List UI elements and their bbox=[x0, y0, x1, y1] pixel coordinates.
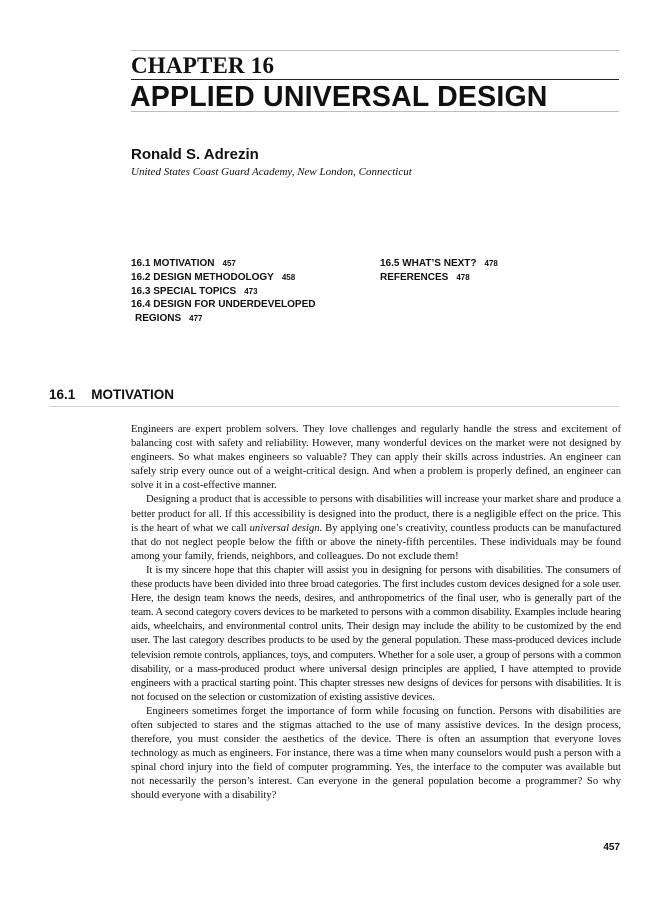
toc-item-title-continued: REGIONS bbox=[135, 313, 182, 325]
title-rule bbox=[131, 111, 619, 112]
author-affiliation: United States Coast Guard Academy, New London, Connecticut bbox=[131, 166, 412, 178]
toc-item[interactable] bbox=[131, 257, 315, 271]
toc-item[interactable] bbox=[380, 271, 498, 285]
toc-right-column bbox=[380, 257, 498, 285]
toc-item[interactable] bbox=[131, 298, 315, 326]
emphasis-term: universal design. bbox=[249, 522, 323, 534]
chapter-title: APPLIED UNIVERSAL DESIGN bbox=[130, 81, 548, 113]
page-number: 457 bbox=[603, 842, 620, 853]
section-heading bbox=[49, 386, 174, 403]
toc-item-title: 16.1 MOTIVATION bbox=[131, 258, 215, 269]
chapter-rule bbox=[131, 79, 619, 80]
toc-item-page: 458 bbox=[281, 272, 296, 282]
paragraph: Engineers are expert problem solvers. They love challenges and regularly handle the stress and excitement of balancing cost with safety and reliability. However, many wonderful devices on the market were not designed by engineers. So what makes engineers so valuable? They can apply their skills across industries. An engineer can safely strip every ounce out of a weight-critical design. And when a problem is properly defined, an engineer can solve it in a cost-effective manner. bbox=[131, 424, 621, 492]
toc-item-page: 477 bbox=[189, 314, 203, 324]
toc-item-title: 16.3 SPECIAL TOPICS bbox=[131, 285, 237, 297]
section-rule bbox=[49, 406, 619, 407]
toc-item-page: 473 bbox=[244, 286, 258, 296]
paragraph-text: By applying one’s creativity, countless products can be manufactured that do not neglect people below the fifth or above the ninety-fifth percentiles. These individuals may be found among your family, friends, neighbors, and colleagues. Do not exclude them! bbox=[131, 522, 621, 562]
toc-left-column bbox=[131, 257, 315, 326]
toc-item-title: 16.4 DESIGN FOR UNDERDEVELOPED bbox=[131, 299, 316, 311]
top-rule bbox=[131, 50, 619, 51]
toc-item-title: REFERENCES bbox=[380, 271, 449, 283]
section-title: MOTIVATION bbox=[91, 387, 175, 402]
paragraph: Engineers sometimes forget the importance of form while focusing on function. Persons with disabilities are often subjected to stares and the stigmas attached to the use of many assistive devices. In the design process, therefore, you must consider the aesthetics of the device. There is often an assumption that everyone loves technology as much as engineers. For instance, there was a time when many counselors would push a person with a spinal chord injury into the field of computer programming. Yes, the interface to the computer was available but not necessarily the person’s interest. Can everyone in the general population become a programmer? So why should everyone with a disability? bbox=[131, 705, 621, 802]
toc-item-page: 478 bbox=[456, 272, 470, 282]
toc-item-title: 16.2 DESIGN METHODOLOGY bbox=[131, 271, 274, 283]
paragraph-text: Designing a product that is accessible to persons with disabilities will increase your market share and produce a better product for all. If this accessibility is designed into the product, there is a negligible effect on the price. This is the heart of what we call bbox=[131, 494, 621, 534]
section-body bbox=[131, 423, 621, 804]
toc-item-page: 478 bbox=[484, 259, 498, 268]
paragraph: It is my sincere hope that this chapter will assist you in designing for persons with disabilities. The consumers of these products have been divided into three broad categories. The first includes custom devices designed for a sole user. Here, the design team knows the needs, desires, and anthropometrics of the final user, who is generally part of the team. A second category covers devices to be marketed to persons with a common disability. Examples include hearing aids, wheelchairs, and environmental control units. Their design may include the ability to be customized by the end user. The last category describes products to be used by the general population. These mass-produced devices include television remote controls, appliances, toys, and computers. Whether for a sole user, a group of persons with a common disability, or a mass-produced product where universal design principles are applied, I have attempted to provide engineers with a practical starting point. This chapter stresses new designs of devices for persons with disabilities. It is not focused on the selection or customization of existing assistive devices. bbox=[131, 564, 621, 703]
paragraph bbox=[131, 493, 621, 563]
author-name: Ronald S. Adrezin bbox=[131, 146, 259, 163]
chapter-label: CHAPTER 16 bbox=[131, 53, 275, 78]
toc-item-title: 16.5 WHAT’S NEXT? bbox=[380, 258, 477, 269]
toc-item[interactable] bbox=[131, 271, 315, 285]
toc-item[interactable] bbox=[131, 285, 315, 299]
toc-item-page: 457 bbox=[222, 259, 236, 268]
toc-item[interactable] bbox=[380, 257, 498, 271]
section-number: 16.1 bbox=[49, 387, 76, 402]
